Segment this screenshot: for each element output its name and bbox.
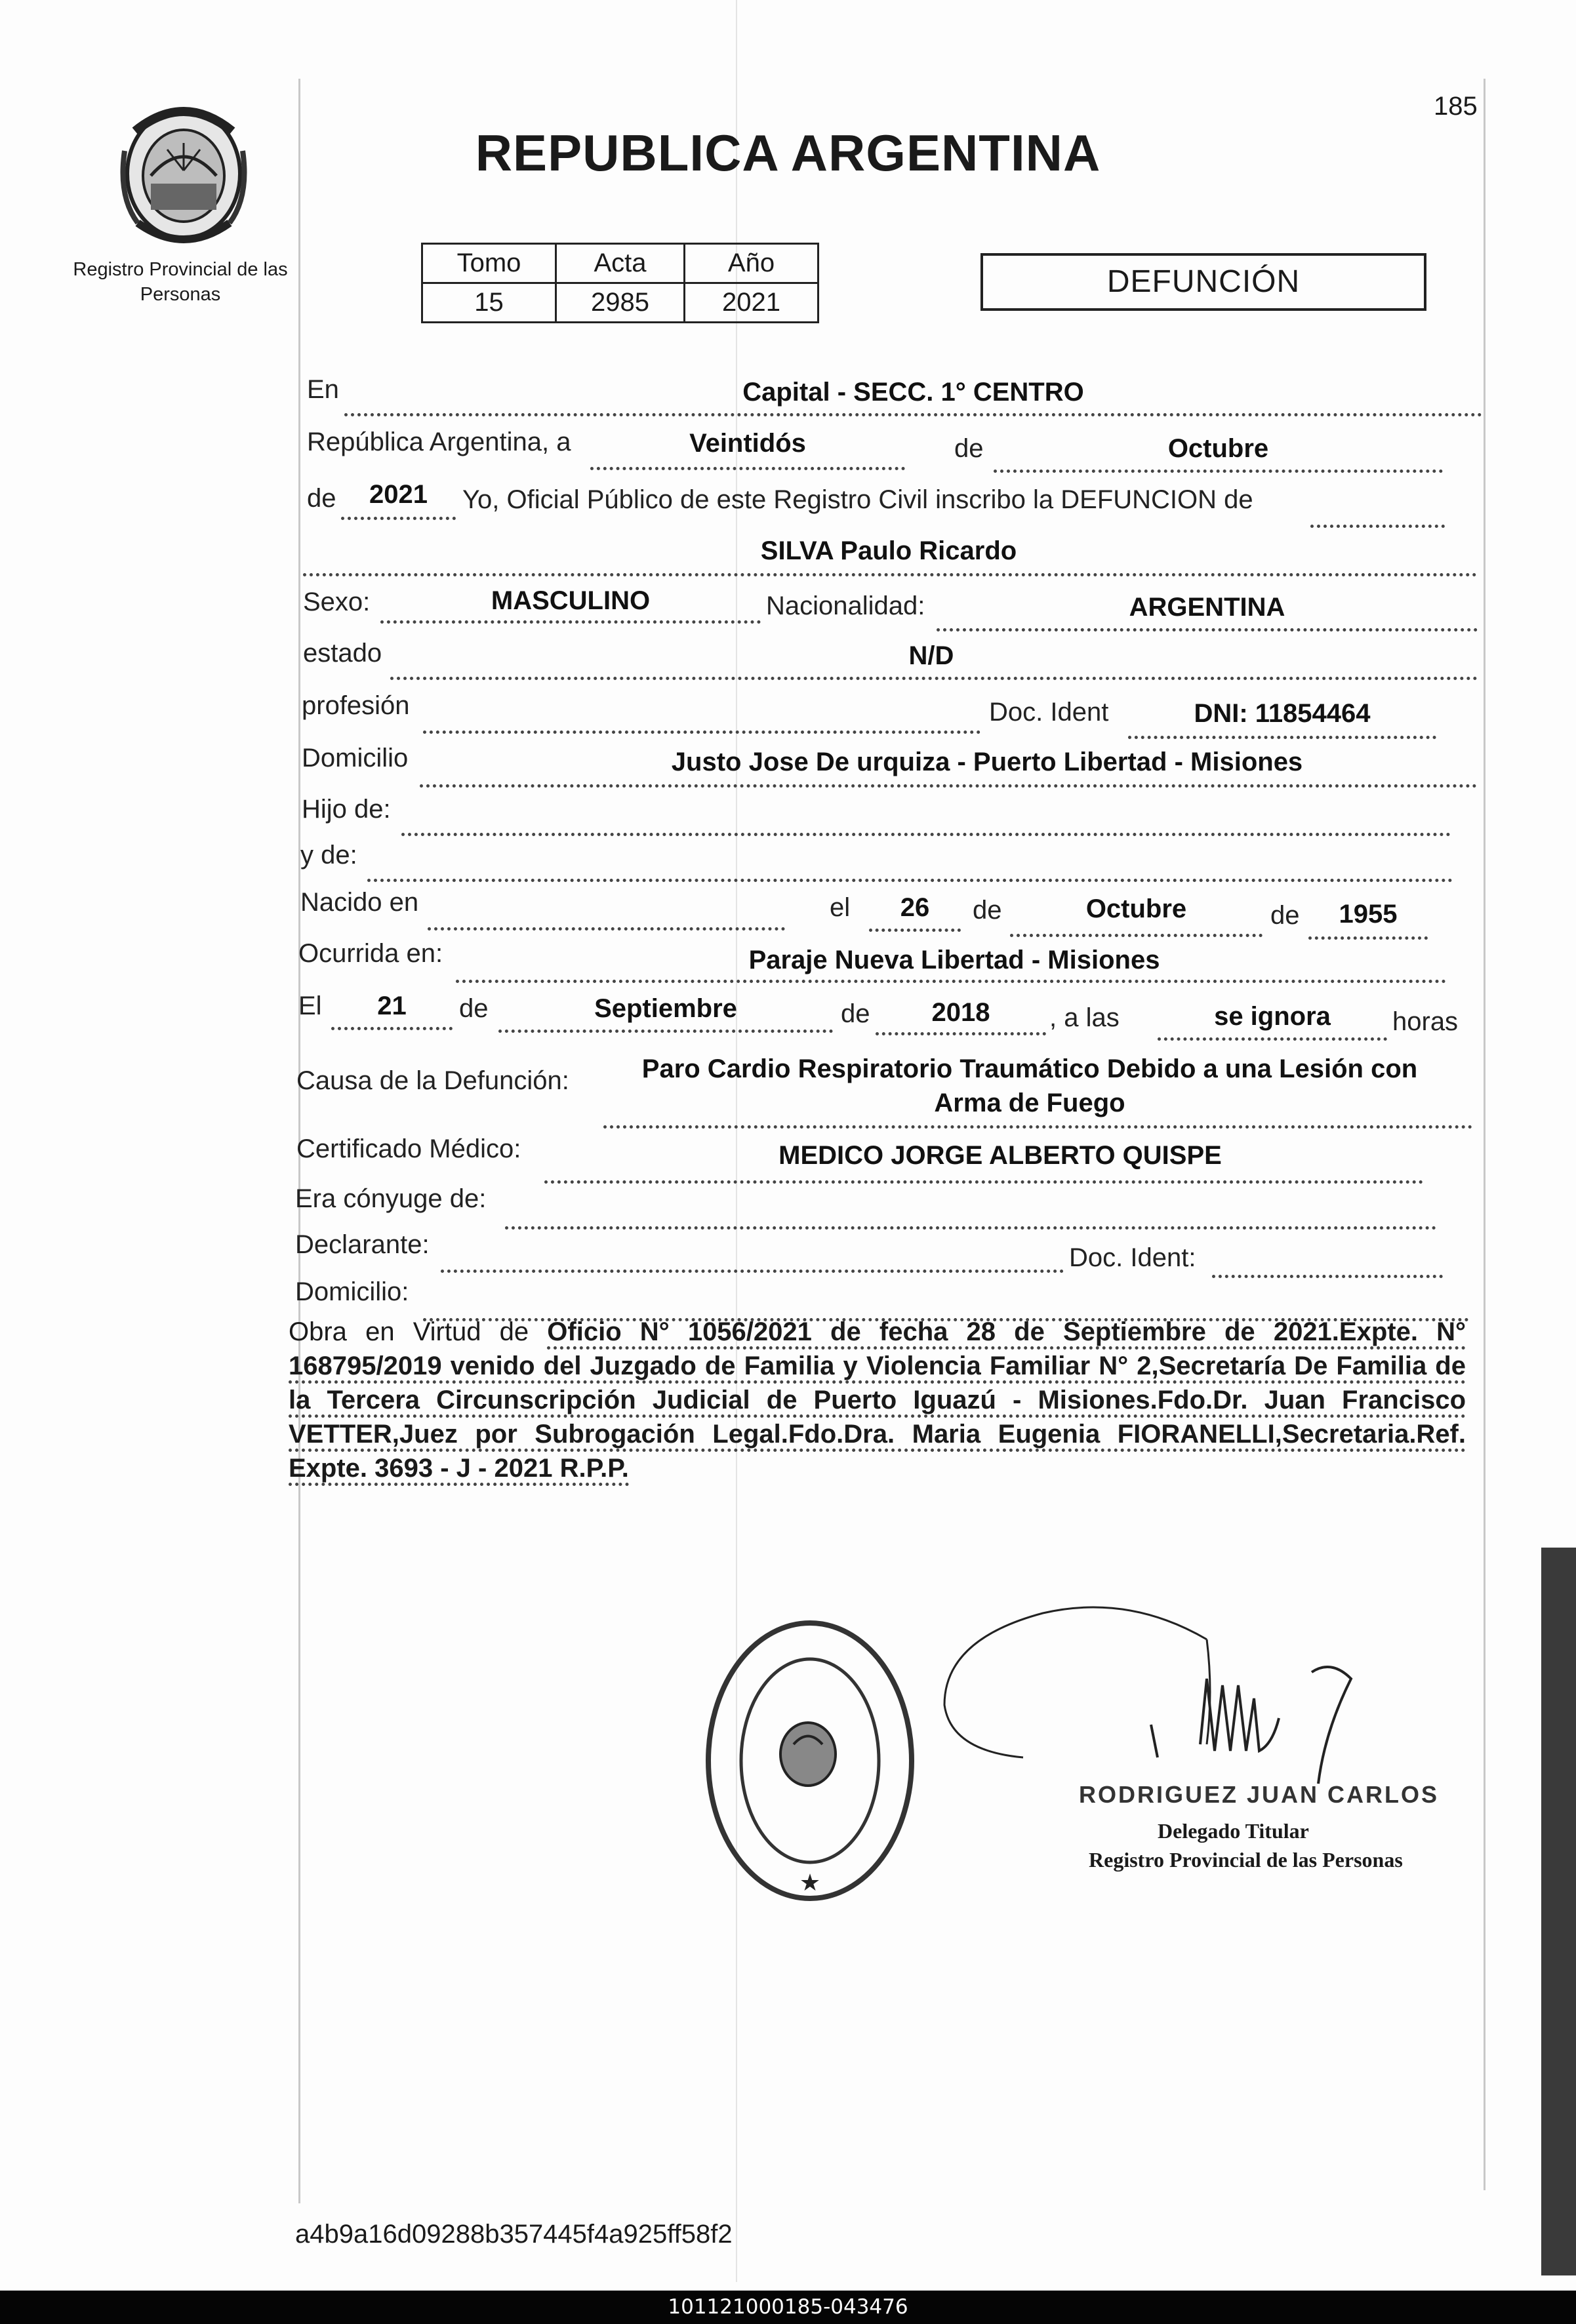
- domicilio-label: Domicilio: [302, 744, 409, 772]
- nacionalidad-value: ARGENTINA: [1129, 593, 1285, 622]
- nombre-value: SILVA Paulo Ricardo: [760, 536, 1017, 565]
- dia-letras: Veintidós: [689, 429, 806, 458]
- estado-line: [390, 677, 1478, 680]
- obra-text: Oficio N° 1056/2021 de fecha 28 de Septiembre de 2021.Expte. N° 168795/2019 venido del Juzgado de Familia y Violencia Familiar N° 2,Secretaría De Familia de la Tercera Circunscripción Judicial de Puerto Iguazú - Misiones.Fdo.Dr. Juan Francisco VETTER,Juez por Subrogación Legal.Fdo.Dra. Maria Eugenia FIORANELLI,Secretaria.Ref. Expte. 3693 - J - 2021 R.P.P.: [289, 1317, 1466, 1486]
- horas-label: horas: [1392, 1007, 1459, 1036]
- nac-mes-line: [1010, 934, 1263, 937]
- nombre-line: [303, 573, 1477, 576]
- def-mes-line: [498, 1030, 833, 1033]
- def-de3-label: de: [459, 994, 489, 1023]
- scan-edge-shadow: [1541, 1548, 1576, 2275]
- de-label: de: [954, 434, 984, 463]
- domicilio-line: [420, 784, 1477, 788]
- nac-dia-line: [869, 929, 961, 932]
- certificado-value: MEDICO JORGE ALBERTO QUISPE: [778, 1141, 1222, 1170]
- conyuge-label: Era cónyuge de:: [295, 1184, 487, 1213]
- table-header-anio: Año: [685, 244, 818, 283]
- doc2-line: [1212, 1275, 1443, 1278]
- el-label: el: [830, 893, 851, 922]
- nacionalidad-line: [937, 628, 1478, 631]
- table-header-acta: Acta: [556, 244, 685, 283]
- estado-value: N/D: [908, 641, 954, 670]
- causa-line1: Paro Cardio Respiratorio Traumático Debido a una Lesión con: [641, 1054, 1418, 1083]
- ocurrida-value: Paraje Nueva Libertad - Misiones: [748, 946, 1160, 974]
- nac-de2-label: de: [1270, 901, 1300, 930]
- en-value: Capital - SECC. 1° CENTRO: [742, 378, 1084, 407]
- ocurrida-label: Ocurrida en:: [298, 939, 443, 968]
- profesion-line: [423, 731, 980, 734]
- declarante-line: [441, 1270, 1064, 1273]
- record-table: [421, 243, 819, 323]
- margin-line-right: [1484, 79, 1485, 2190]
- footer-code: 101121000185-043476: [0, 2291, 1576, 2324]
- nac-anio-line: [1308, 936, 1428, 940]
- nac-dia-value: 26: [900, 893, 930, 922]
- doc2-label: Doc. Ident:: [1069, 1243, 1196, 1272]
- oficial-line: [1310, 525, 1445, 528]
- def-anio-line: [876, 1032, 1046, 1035]
- nacido-label: Nacido en: [300, 888, 419, 917]
- conyuge-line: [505, 1226, 1436, 1230]
- domicilio-value: Justo Jose De urquiza - Puerto Libertad - Misiones: [671, 748, 1303, 776]
- sexo-label: Sexo:: [303, 588, 371, 616]
- svg-text:★: ★: [799, 1870, 821, 1896]
- sexo-line: [380, 620, 761, 624]
- domicilio2-label: Domicilio:: [295, 1277, 409, 1306]
- def-dia-value: 21: [377, 992, 407, 1020]
- signature-scribble: [931, 1587, 1423, 1790]
- registry-stamp-icon: [695, 1610, 925, 1912]
- nac-anio-value: 1955: [1339, 900, 1398, 929]
- en-label: En: [307, 375, 339, 404]
- certificado-line: [544, 1180, 1423, 1184]
- yde-label: y de:: [300, 841, 357, 870]
- def-mes-value: Septiembre: [594, 994, 737, 1023]
- declarante-label: Declarante:: [295, 1230, 430, 1259]
- oficial-text: Yo, Oficial Público de este Registro Civil inscribo la DEFUNCION de: [462, 485, 1253, 514]
- anio-line: [341, 517, 456, 520]
- doc-line: [1128, 736, 1436, 739]
- doc-value: DNI: 11854464: [1194, 699, 1371, 728]
- republica-label: República Argentina, a: [307, 428, 571, 456]
- hijo-line: [401, 833, 1451, 836]
- nac-de1-label: de: [973, 896, 1002, 925]
- signature-role: Delegado Titular: [1158, 1819, 1309, 1843]
- nac-mes-value: Octubre: [1085, 894, 1187, 923]
- en-line: [344, 413, 1482, 416]
- yde-line: [367, 879, 1453, 882]
- causa-label: Causa de la Defunción:: [296, 1066, 569, 1095]
- signature-org: Registro Provincial de las Personas: [1089, 1848, 1403, 1872]
- table-cell-tomo: 15: [422, 283, 556, 323]
- dia-line: [590, 467, 905, 470]
- def-de4-label: de: [841, 999, 870, 1028]
- anio-de-label: de: [307, 484, 336, 513]
- document-hash: a4b9a16d09288b357445f4a925ff58f2: [295, 2220, 733, 2249]
- def-dia-line: [331, 1027, 453, 1030]
- el2-label: El: [298, 992, 322, 1020]
- nacido-line: [428, 927, 785, 931]
- def-hora-value: se ignora: [1214, 1002, 1331, 1031]
- table-cell-acta: 2985: [556, 283, 685, 323]
- page-title: REPUBLICA ARGENTINA: [475, 124, 1101, 182]
- alas-label: , a las: [1049, 1003, 1120, 1032]
- anio-value: 2021: [369, 480, 428, 509]
- mes-line: [994, 470, 1443, 473]
- mes-value: Octubre: [1167, 434, 1269, 463]
- causa-line: [603, 1125, 1472, 1129]
- page-number: 185: [1434, 92, 1478, 121]
- sexo-value: MASCULINO: [491, 586, 651, 615]
- def-hora-line: [1158, 1037, 1387, 1041]
- ocurrida-line: [456, 980, 1446, 983]
- nacionalidad-label: Nacionalidad:: [766, 591, 925, 620]
- doc-label: Doc. Ident: [989, 698, 1109, 727]
- table-header-tomo: Tomo: [422, 244, 556, 283]
- def-anio-value: 2018: [931, 998, 990, 1027]
- certificado-label: Certificado Médico:: [296, 1134, 521, 1163]
- hijo-label: Hijo de:: [302, 795, 391, 824]
- table-cell-anio: 2021: [685, 283, 818, 323]
- profesion-label: profesión: [302, 691, 410, 720]
- record-type-box: DEFUNCIÓN: [980, 253, 1426, 311]
- obra-lead: Obra en Virtud de: [289, 1317, 529, 1346]
- causa-line2: Arma de Fuego: [934, 1089, 1125, 1117]
- signature-name: RODRIGUEZ JUAN CARLOS: [1079, 1781, 1440, 1808]
- obra-paragraph: [289, 1315, 1466, 1485]
- registry-name: Registro Provincial de las Personas: [73, 259, 288, 305]
- estado-label: estado: [303, 639, 382, 668]
